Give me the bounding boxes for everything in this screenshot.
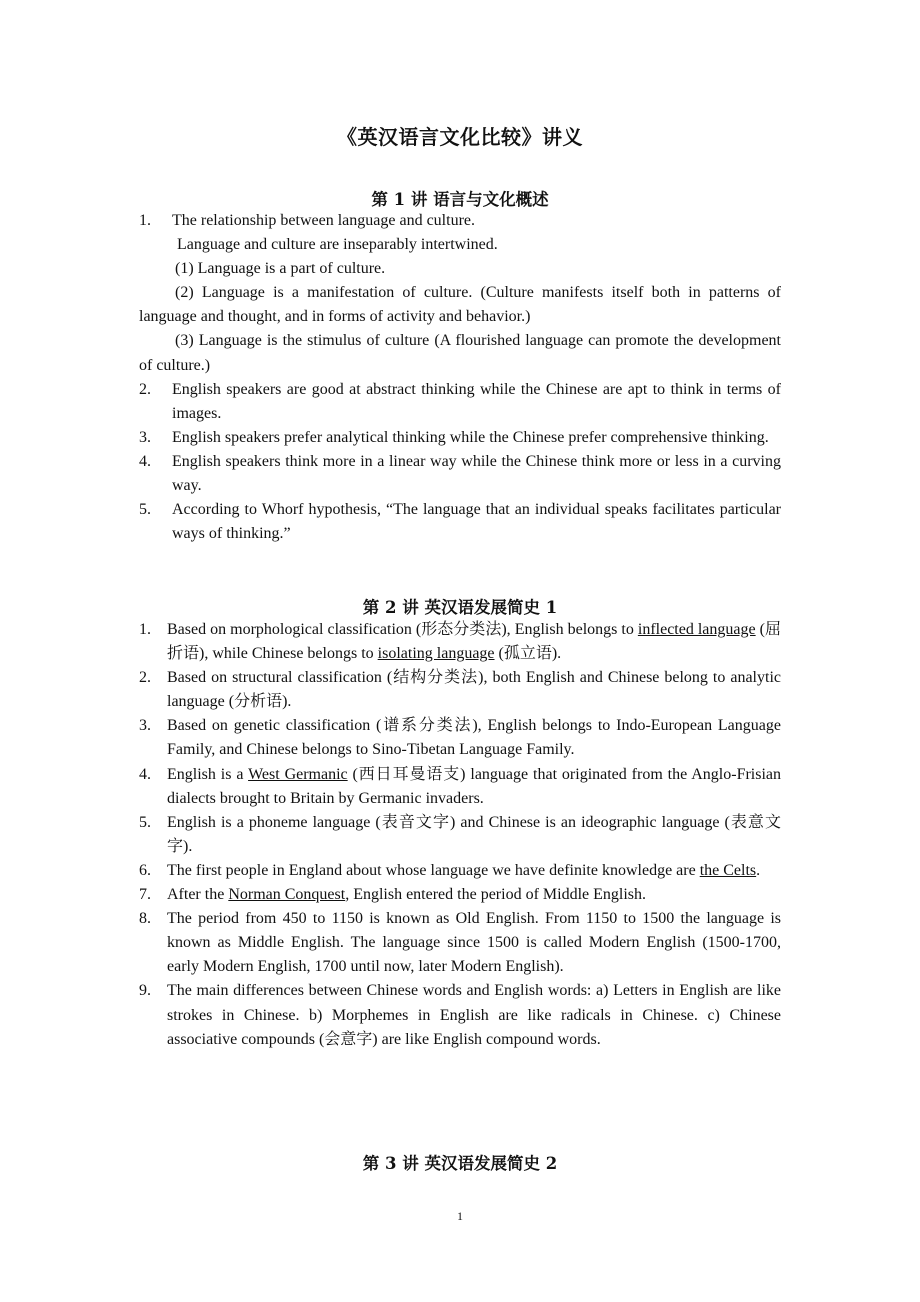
underlined-term: Norman Conquest — [228, 886, 346, 904]
item-text: The main differences between Chinese words and English words: a) Letters in English are like strokes in Chinese. b) Morphemes in English are like radicals in Chinese. c) Chinese associative compounds (会意字) are like English compound words. — [167, 982, 781, 1048]
section-2-item-2 — [139, 666, 781, 714]
item-number: 8. — [139, 910, 151, 928]
item-number: 2. — [139, 669, 151, 687]
section-1-item-3 — [139, 426, 781, 450]
item-number: 3. — [139, 428, 151, 446]
item-number: 6. — [139, 861, 151, 879]
document-title: 《英汉语言文化比较》讲义 — [337, 125, 583, 149]
section-2-item-6 — [139, 859, 781, 883]
item-number: 1. — [139, 621, 151, 638]
section-1-item-4 — [139, 450, 781, 498]
item-number: 7. — [139, 886, 151, 904]
section-2-body — [139, 618, 781, 1052]
section-1-item-5 — [139, 498, 781, 546]
item-text: English speakers prefer analytical thinking while the Chinese prefer comprehensive thinking. — [172, 428, 769, 446]
item-text: Based on genetic classification (谱系分类法), English belongs to Indo-European Language Family, and Chinese belongs to Sino-Tibetan Language Family. — [167, 717, 781, 759]
item-text-part: The first people in England about whose language we have definite knowledge are — [167, 861, 700, 879]
section-3-heading: 第 3 讲 英汉语发展简史 2 — [362, 1154, 558, 1173]
item-text-part: . — [756, 861, 761, 879]
item-number: 1. — [139, 212, 151, 229]
item-number: 5. — [139, 501, 151, 519]
section-2-item-4 — [139, 763, 781, 811]
section-2-item-3 — [139, 714, 781, 762]
paragraph-intertwined: Language and culture are inseparably intertwined. — [177, 236, 498, 254]
item-text-part: After the — [167, 886, 229, 904]
section-1-item-2 — [139, 378, 781, 426]
item-number: 4. — [139, 765, 151, 783]
item-number: 5. — [139, 813, 151, 831]
item-text: Based on structural classification (结构分类法), both English and Chinese belong to analytic language (分析语). — [167, 669, 781, 711]
paragraph-stimulus: (3) Language is the stimulus of culture (A flourished language can promote the development of culture.) — [139, 332, 781, 374]
section-2-item-1 — [139, 618, 781, 666]
section-2-heading: 第 2 讲 英汉语发展简史 1 — [362, 598, 558, 617]
item-text: English is a phoneme language (表音文字) and Chinese is an ideographic language (表意文字). — [167, 813, 781, 855]
paragraph-manifestation: (2) Language is a manifestation of culture. (Culture manifests itself both in patterns of language and thought, and in forms of activity and behavior.) — [139, 284, 781, 326]
item-text: English speakers think more in a linear way while the Chinese think more or less in a curving way. — [172, 452, 781, 495]
section-1-item-1 — [139, 209, 781, 233]
section-2-item-7 — [139, 883, 781, 907]
section-1-heading: 第 1 讲 语言与文化概述 — [371, 190, 549, 209]
section-2-item-9 — [139, 979, 781, 1051]
section-2-item-5 — [139, 811, 781, 859]
item-number: 4. — [139, 452, 151, 470]
item-text-part: Based on morphological classification (形态分类法), English belongs to — [167, 621, 638, 638]
item-number: 9. — [139, 982, 151, 1000]
item-number: 2. — [139, 380, 151, 398]
underlined-term: isolating language — [377, 645, 495, 663]
underlined-term: the Celts — [699, 861, 757, 879]
section-2-item-8 — [139, 907, 781, 979]
paragraph-part-of-culture: (1) Language is a part of culture. — [175, 260, 386, 278]
item-text-part: , English entered the period of Middle English. — [345, 886, 647, 904]
item-text: The period from 450 to 1150 is known as Old English. From 1150 to 1500 the language is known as Middle English. The language since 1500 is called Modern English (1500-1700, early Modern English, 1700 until now, later Modern English). — [167, 910, 781, 976]
item-text-part: (西日耳曼语支) language that originated from the Anglo-Frisian dialects brought to Britain by Germanic invaders. — [167, 765, 782, 807]
item-text-part: English is a — [167, 765, 249, 783]
item-number: 3. — [139, 717, 151, 735]
underlined-term: inflected language — [637, 621, 756, 638]
underlined-term: West Germanic — [248, 765, 348, 783]
item-text: The relationship between language and culture. — [172, 212, 475, 229]
page-number: 1 — [457, 1209, 463, 1223]
item-text-part: (屈折语), while Chinese belongs to — [167, 621, 781, 663]
section-1-body — [139, 209, 781, 546]
item-text-part: (孤立语). — [494, 645, 562, 663]
item-text: English speakers are good at abstract thinking while the Chinese are apt to think in terms of images. — [172, 380, 781, 422]
item-text: According to Whorf hypothesis, “The language that an individual speaks facilitates particular ways of thinking.” — [172, 501, 781, 543]
